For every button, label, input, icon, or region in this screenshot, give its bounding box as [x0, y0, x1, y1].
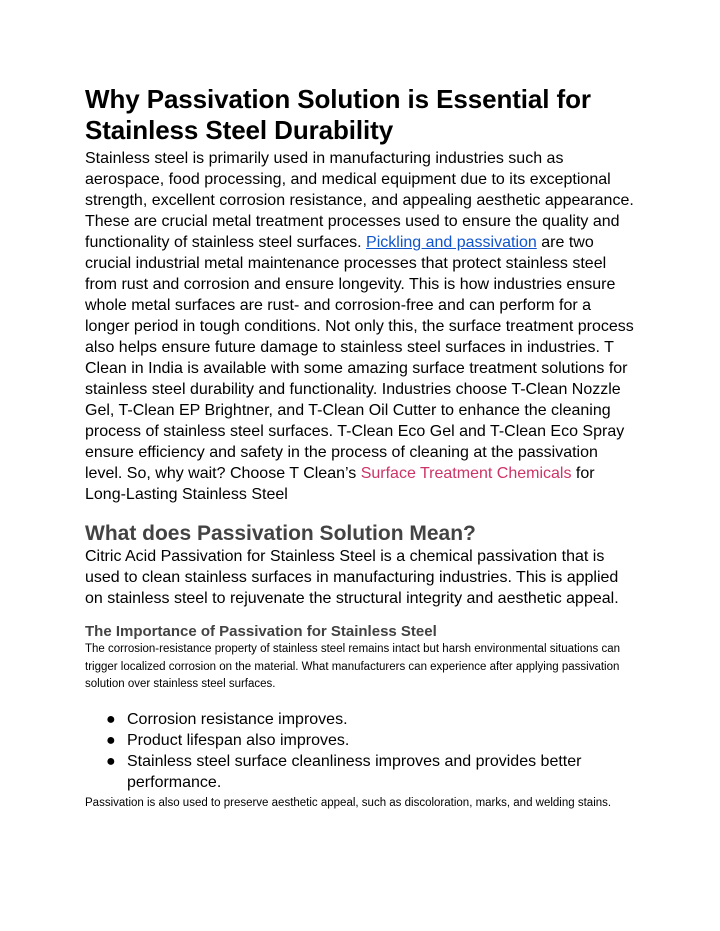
list-item: ● Stainless steel surface cleanliness improves and provides better performance. — [106, 752, 582, 791]
intro-text-part2: are two crucial industrial metal maintenance processes that protect stainless steel from rust and corrosion and ensure longevity. This is how industries ensure whole metal surfaces are rust- and corrosion-free and can perform for a longer period in tough conditions. Not only this, the surface treatment process also helps ensure future damage to stainless steel surfaces in industries. T Clean in India is available with some amazing surface treatment solutions for stainless steel durability and functionality. Industries choose T-Clean Nozzle Gel, T-Clean EP Brightner, and T-Clean Oil Cutter to enhance the cleaning process of stainless steel surfaces. T-Clean Eco Gel and T-Clean Eco Spray ensure efficiency and safety in the process of cleaning at the passivation level. So, why wait? Choose T Clean’s — [85, 234, 634, 482]
bullet-icon: ● — [106, 752, 116, 770]
intro-text-part1: Stainless steel is primarily used in manufacturing industries such as aerospace, food processing, and medical equipment due to its exceptional strength, excellent corrosion resistance, and appealing aesthetic appearance. These are crucial metal treatment processes used to ensure the quality and functionality of stainless steel surfaces. — [85, 150, 634, 251]
list-item: ● Corrosion resistance improves. — [106, 710, 348, 728]
benefits-list — [85, 709, 637, 793]
section-body-importance: The corrosion-resistance property of stainless steel remains intact but harsh environmental situations can trigger localized corrosion on the material. What manufacturers can experience after applying passivation solution over stainless steel surfaces. — [85, 643, 621, 690]
closing-paragraph: Passivation is also used to preserve aesthetic appeal, such as discoloration, marks, and welding stains. — [85, 796, 612, 809]
article-title: Why Passivation Solution is Essential for Stainless Steel Durability — [85, 84, 591, 145]
list-item: ● Product lifespan also improves. — [106, 731, 350, 749]
bullet-icon: ● — [106, 731, 116, 749]
bullet-icon: ● — [106, 710, 116, 728]
intro-paragraph — [85, 148, 637, 505]
section-heading-importance: The Importance of Passivation for Stainless Steel — [85, 623, 437, 640]
surface-treatment-chemicals-link[interactable]: Surface Treatment Chemicals — [360, 465, 572, 482]
document-page — [85, 84, 637, 812]
section-body-passivation-meaning: Citric Acid Passivation for Stainless Steel is a chemical passivation that is used to clean stainless surfaces in manufacturing industries. This is applied on stainless steel to rejuvenate the structural integrity and aesthetic appeal. — [85, 548, 619, 607]
section-heading-passivation-meaning: What does Passivation Solution Mean? — [85, 522, 476, 545]
intro-text-part3: for Long-Lasting Stainless Steel — [85, 465, 595, 503]
pickling-passivation-link[interactable]: Pickling and passivation — [366, 234, 537, 251]
